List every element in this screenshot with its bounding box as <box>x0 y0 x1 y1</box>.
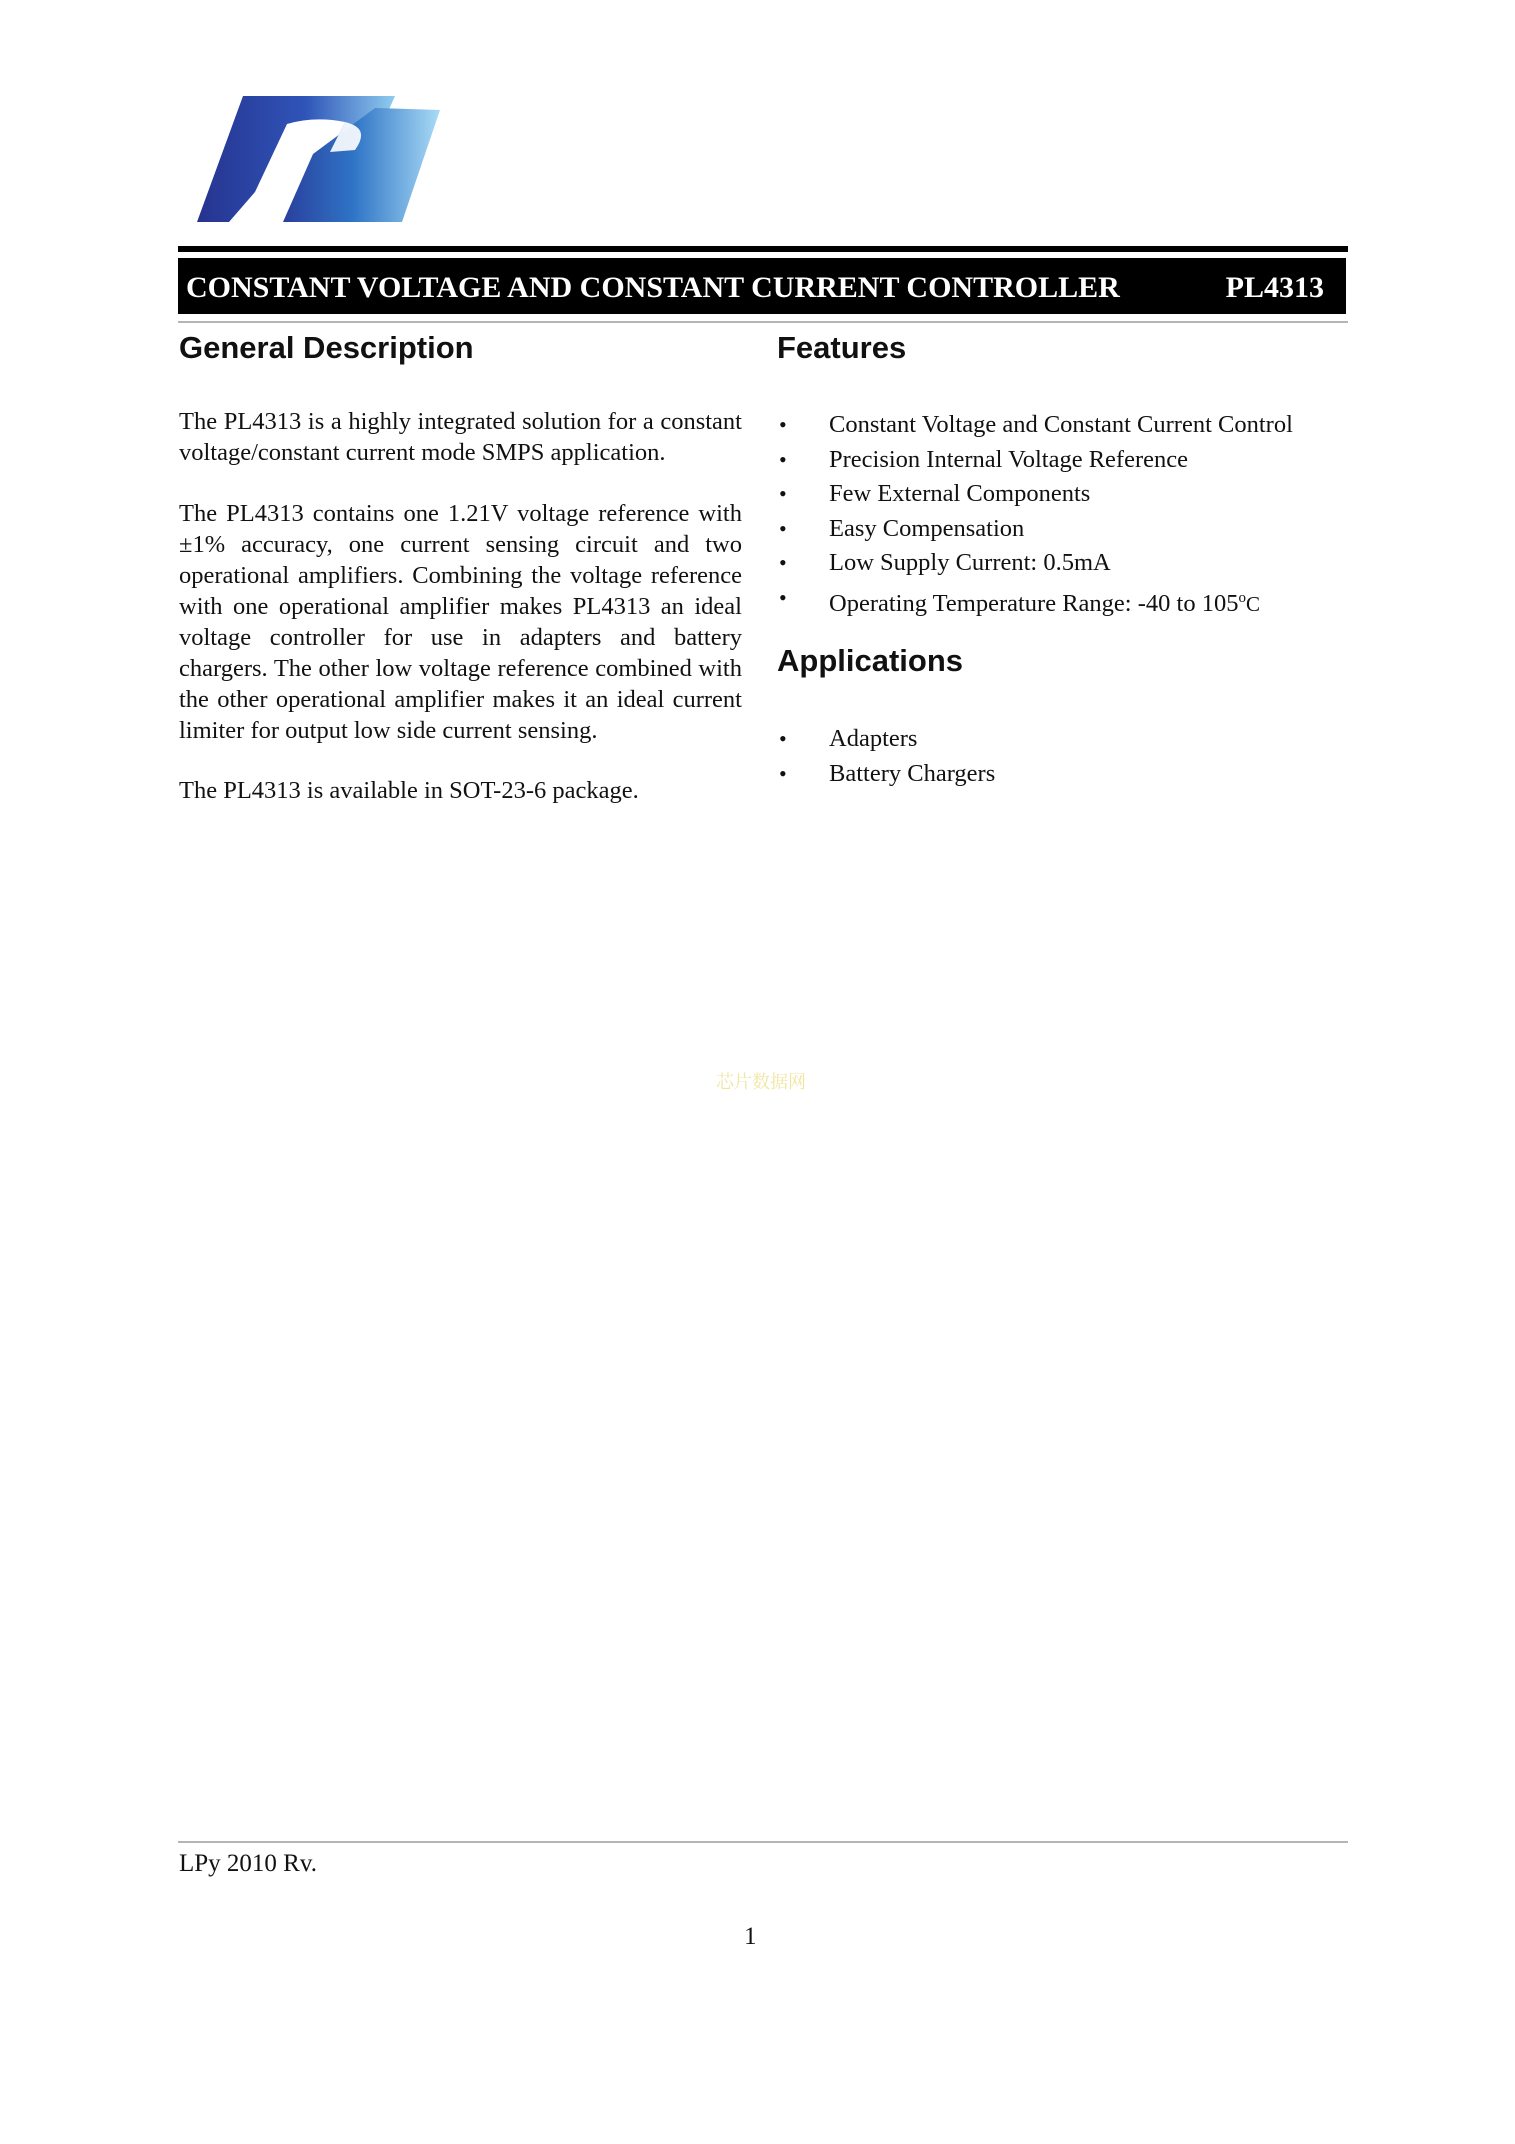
applications-heading: Applications <box>777 643 964 678</box>
bullet-icon: • <box>779 446 787 472</box>
general-description-heading: General Description <box>179 330 474 365</box>
degree-superscript: o <box>1238 589 1246 606</box>
document-title: CONSTANT VOLTAGE AND CONSTANT CURRENT CONTROLLER <box>186 271 1120 304</box>
features-heading: Features <box>777 330 907 365</box>
watermark: 芯片数据网 <box>716 1072 806 1093</box>
header-bottom-rule <box>178 321 1348 323</box>
list-item: • Easy Compensation <box>779 512 1293 547</box>
footer-revision: LPy 2010 Rv. <box>179 1850 317 1877</box>
title-bar <box>178 258 1346 314</box>
list-item: • Constant Voltage and Constant Current Control <box>779 408 1293 443</box>
bullet-icon: • <box>779 412 787 437</box>
temperature-unit: C <box>1245 591 1260 616</box>
bullet-icon: • <box>779 584 787 610</box>
bullet-icon: • <box>779 550 787 575</box>
description-paragraph-2: The PL4313 contains one 1.21V voltage reference with ±1% accuracy, one current sensing circuit and two operational amplifiers. Combining the voltage reference with one operational amplifier makes PL4313 an ideal voltage controller for use in adapters and battery chargers. The other low voltage reference combined with the other operational amplifier makes it an ideal current limiter for output low side current sensing. <box>179 500 742 744</box>
list-item: • Operating Temperature Range: -40 to 105$^o$C <box>779 581 1293 622</box>
list-item: • Precision Internal Voltage Reference <box>779 443 1293 478</box>
list-item: • Few External Components <box>779 477 1293 512</box>
header-top-rule <box>178 246 1348 252</box>
description-paragraph-3: The PL4313 is available in SOT-23-6 package. <box>179 777 639 804</box>
part-number: PL4313 <box>1225 271 1324 304</box>
applications-list <box>779 722 995 791</box>
page-number: 1 <box>744 1923 757 1950</box>
description-paragraph-1: The PL4313 is a highly integrated solution for a constant voltage/constant current mode SMPS application. <box>179 408 742 466</box>
bullet-icon: • <box>779 515 787 541</box>
list-item: • Battery Chargers <box>779 757 995 792</box>
list-item: • Adapters <box>779 722 995 757</box>
bullet-icon: • <box>779 481 787 506</box>
bullet-icon: • <box>779 726 787 751</box>
bullet-icon: • <box>779 760 787 786</box>
company-logo-icon <box>195 92 440 228</box>
list-item: • Low Supply Current: 0.5mA <box>779 546 1293 581</box>
features-list <box>779 408 1293 621</box>
footer-rule <box>178 1841 1348 1843</box>
